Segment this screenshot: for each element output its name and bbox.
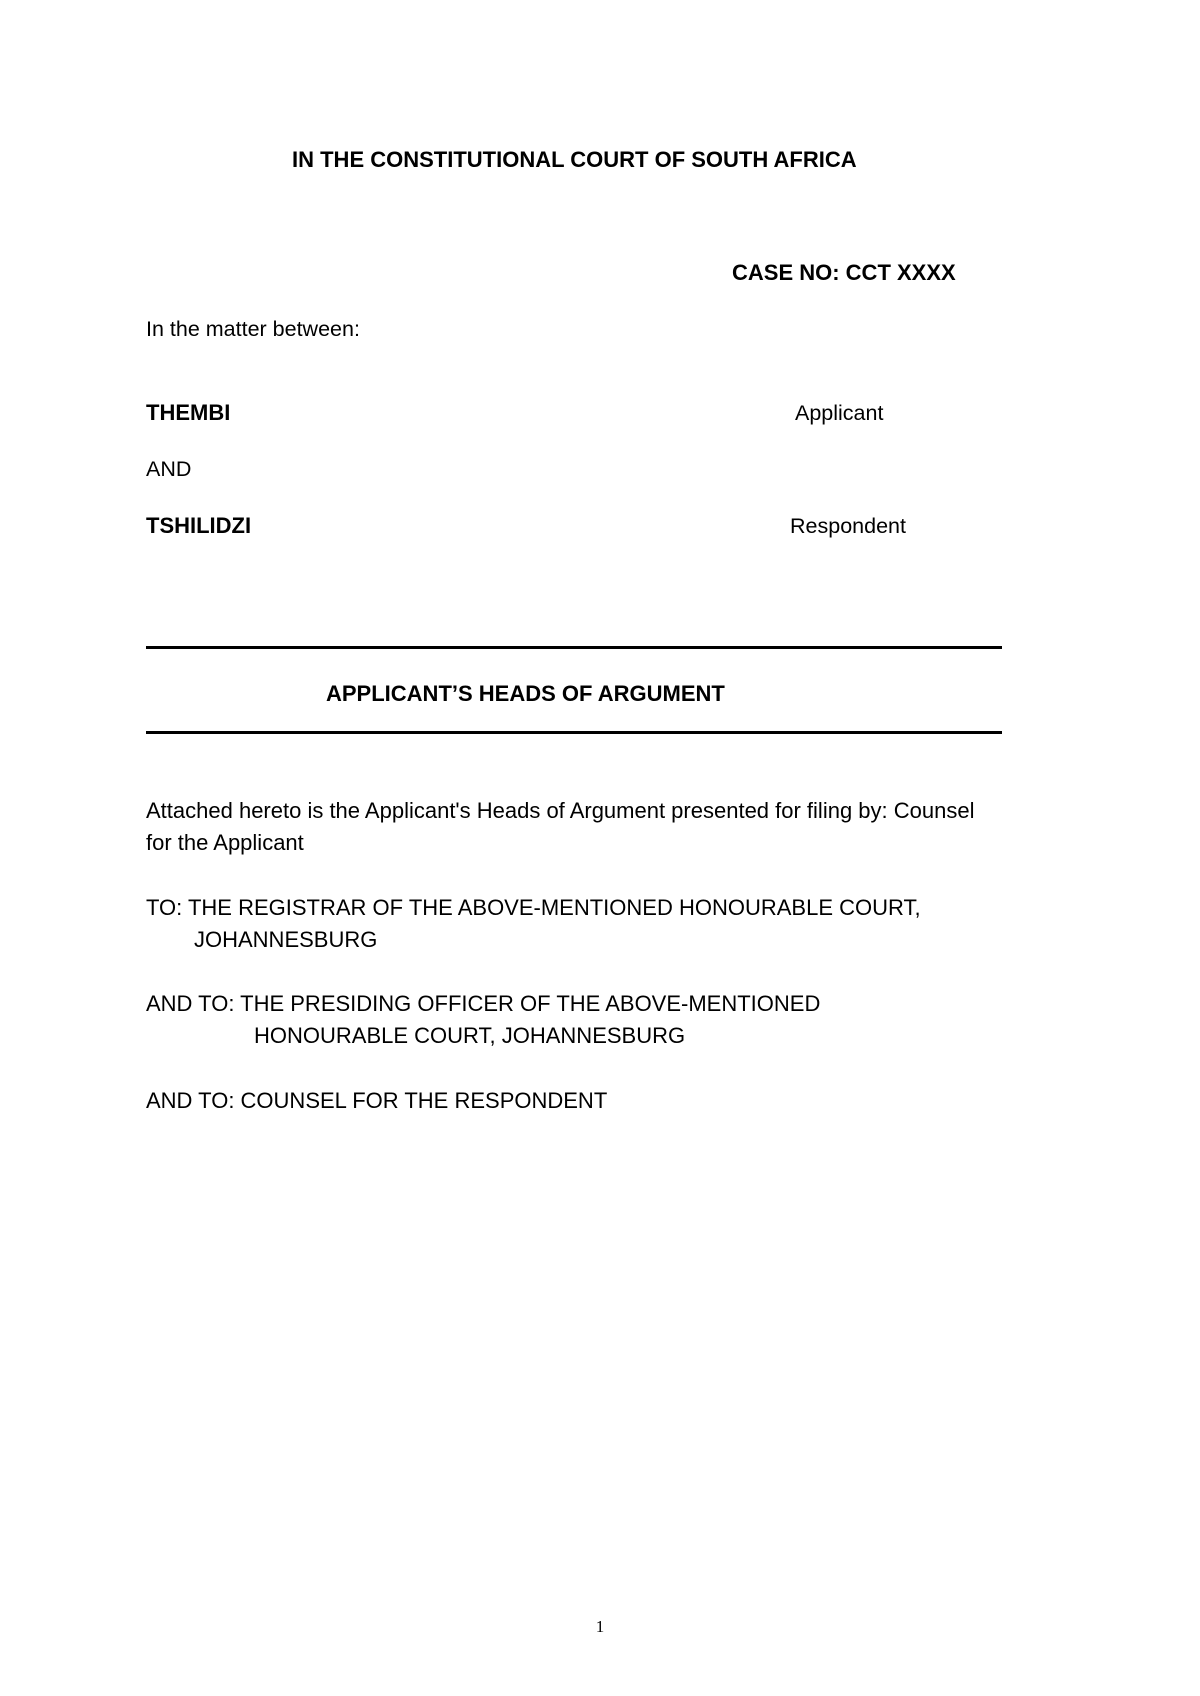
heading-rule-top [146, 646, 1002, 649]
to-counsel-block [146, 1085, 1076, 1117]
heading-rule-bottom [146, 731, 1002, 734]
to-counsel-line: AND TO: COUNSEL FOR THE RESPONDENT [146, 1088, 608, 1113]
attached-line: Attached hereto is the Applicant's Heads of Argument presented for filing by: Counsel [146, 798, 975, 823]
to-registrar-line: JOHANNESBURG [194, 927, 378, 952]
to-registrar-line: TO: THE REGISTRAR OF THE ABOVE-MENTIONED HONOURABLE COURT, [146, 895, 921, 920]
to-registrar-block [146, 892, 1076, 956]
document-heading: APPLICANT’S HEADS OF ARGUMENT [326, 681, 725, 706]
parties-connector: AND [146, 457, 192, 481]
to-presiding-line: AND TO: THE PRESIDING OFFICER OF THE ABOVE-MENTIONED [146, 991, 821, 1016]
court-title: IN THE CONSTITUTIONAL COURT OF SOUTH AFRICA [292, 147, 857, 172]
attached-paragraph [146, 795, 1076, 859]
attached-line: for the Applicant [146, 830, 304, 855]
to-presiding-block [146, 988, 1076, 1052]
applicant-name: THEMBI [146, 400, 231, 425]
respondent-role: Respondent [790, 514, 906, 538]
matter-intro: In the matter between: [146, 317, 360, 341]
case-number: CASE NO: CCT XXXX [732, 260, 956, 285]
applicant-role: Applicant [795, 401, 884, 425]
to-presiding-line: HONOURABLE COURT, JOHANNESBURG [254, 1023, 686, 1048]
page-number: 1 [595, 1617, 605, 1636]
respondent-name: TSHILIDZI [146, 513, 252, 538]
